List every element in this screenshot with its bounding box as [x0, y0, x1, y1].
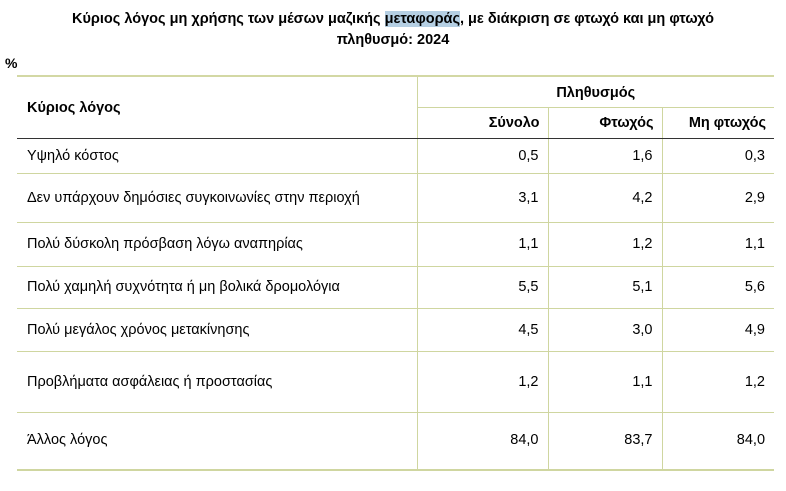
- value-non-poor: 2,9: [662, 174, 774, 223]
- value-poor: 5,1: [548, 267, 662, 309]
- unit-label: %: [5, 55, 18, 71]
- value-total: 3,1: [417, 174, 548, 223]
- value-total: 0,5: [417, 139, 548, 174]
- row-label: Πολύ μεγάλος χρόνος μετακίνησης: [17, 309, 417, 352]
- value-non-poor: 84,0: [662, 413, 774, 470]
- value-total: 84,0: [417, 413, 548, 470]
- column-header-non-poor: Μη φτωχός: [662, 108, 774, 139]
- column-header-total: Σύνολο: [417, 108, 548, 139]
- value-non-poor: 1,2: [662, 352, 774, 413]
- table-row: [17, 174, 774, 223]
- column-header-poor: Φτωχός: [548, 108, 662, 139]
- title-line-2: πληθυσμό: 2024: [336, 32, 450, 48]
- group-header: Πληθυσμός: [417, 76, 774, 108]
- row-label: Προβλήματα ασφάλειας ή προστασίας: [17, 352, 417, 413]
- value-poor: 1,2: [548, 223, 662, 267]
- value-non-poor: 5,6: [662, 267, 774, 309]
- title-text-start: Κύριος λόγος μη χρήσης των μέσων μαζικής: [72, 11, 385, 27]
- title-text-end: , με διάκριση σε φτωχό και μη φτωχό: [460, 11, 714, 27]
- title-selected-word[interactable]: μεταφοράς: [384, 11, 460, 27]
- value-poor: 1,1: [548, 352, 662, 413]
- row-label: Πολύ χαμηλή συχνότητα ή μη βολικά δρομολόγια: [17, 267, 417, 309]
- title-line-1: [0, 9, 786, 30]
- table-row: [17, 413, 774, 470]
- value-poor: 3,0: [548, 309, 662, 352]
- value-poor: 4,2: [548, 174, 662, 223]
- value-total: 4,5: [417, 309, 548, 352]
- value-non-poor: 4,9: [662, 309, 774, 352]
- row-header: Κύριος λόγος: [17, 76, 417, 139]
- table-title: [0, 9, 786, 51]
- table-row: [17, 309, 774, 352]
- table-row: [17, 267, 774, 309]
- row-label: Πολύ δύσκολη πρόσβαση λόγω αναπηρίας: [17, 223, 417, 267]
- value-non-poor: 1,1: [662, 223, 774, 267]
- value-total: 5,5: [417, 267, 548, 309]
- value-poor: 1,6: [548, 139, 662, 174]
- table-body: [17, 139, 774, 470]
- row-label: Υψηλό κόστος: [17, 139, 417, 174]
- row-label: Δεν υπάρχουν δημόσιες συγκοινωνίες στην περιοχή: [17, 174, 417, 223]
- value-total: 1,1: [417, 223, 548, 267]
- table-row: [17, 352, 774, 413]
- value-poor: 83,7: [548, 413, 662, 470]
- table-row: [17, 139, 774, 174]
- table-row: [17, 223, 774, 267]
- row-label: Άλλος λόγος: [17, 413, 417, 470]
- data-table: [17, 75, 774, 471]
- value-non-poor: 0,3: [662, 139, 774, 174]
- value-total: 1,2: [417, 352, 548, 413]
